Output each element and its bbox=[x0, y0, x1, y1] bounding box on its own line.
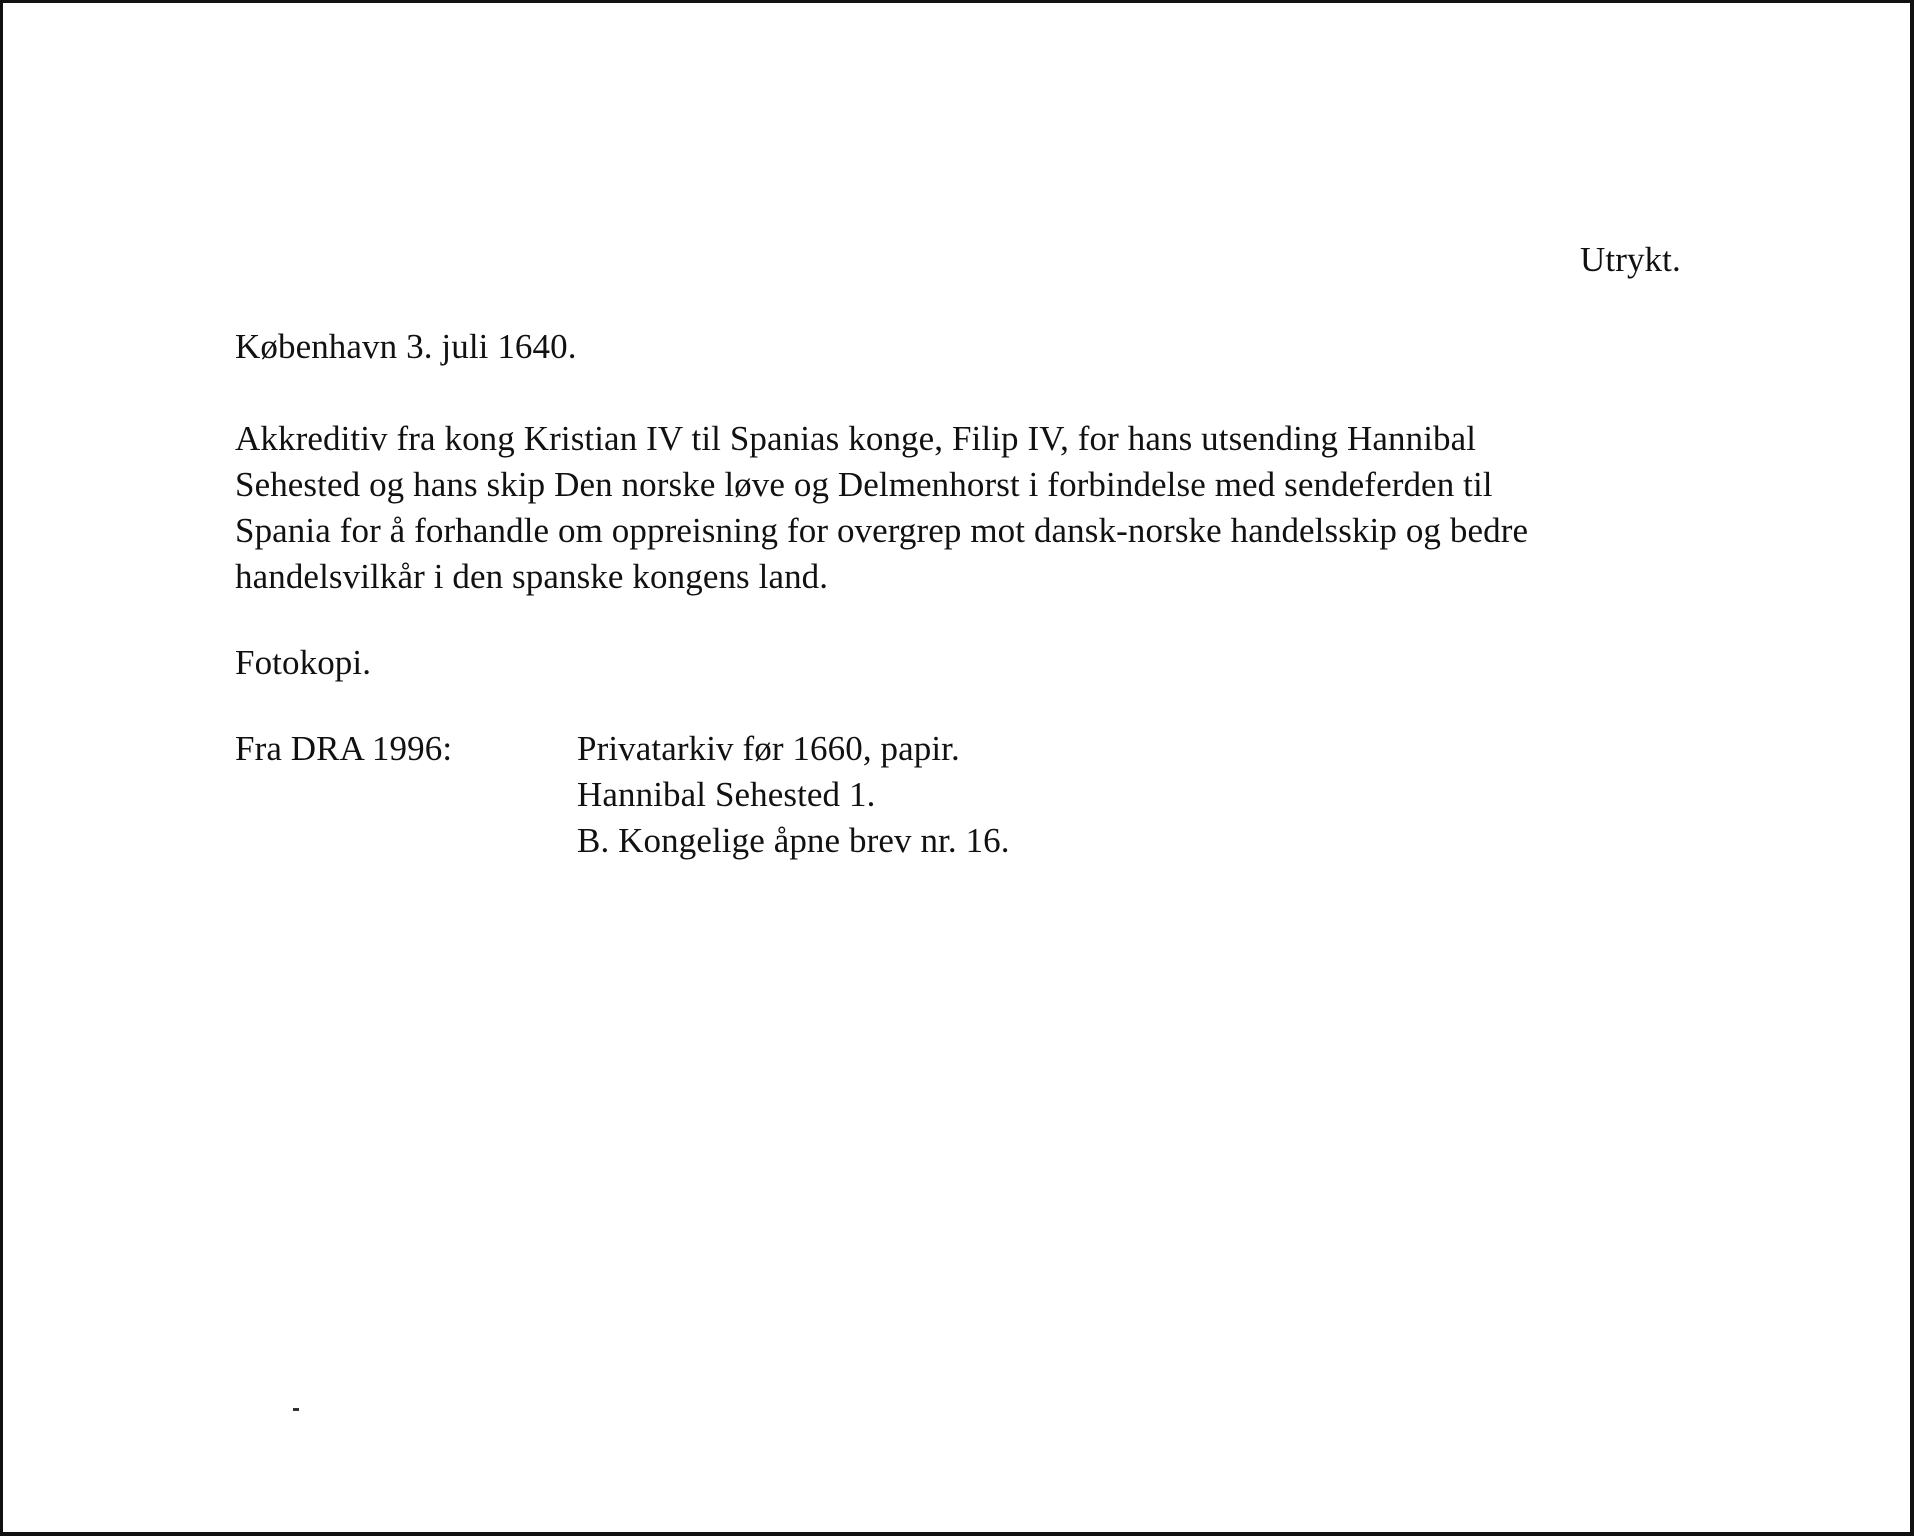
source-label: Fra DRA 1996: bbox=[235, 729, 453, 768]
scan-speck bbox=[293, 1408, 299, 1411]
summary-line: handelsvilkår i den spanske kongens land. bbox=[235, 557, 829, 596]
place-and-date: København 3. juli 1640. bbox=[235, 327, 577, 366]
summary-line: Sehested og hans skip Den norske løve og Delmenhorst i forbindelse med sendeferden til bbox=[235, 465, 1493, 504]
source-entry: Hannibal Sehested 1. bbox=[577, 775, 876, 814]
document-status: Utrykt. bbox=[1580, 240, 1681, 279]
summary-line: Akkreditiv fra kong Kristian IV til Spanias konge, Filip IV, for hans utsending Hannibal bbox=[235, 419, 1477, 458]
document-format: Fotokopi. bbox=[235, 643, 372, 682]
source-entry: Privatarkiv før 1660, papir. bbox=[577, 729, 960, 768]
source-entry: B. Kongelige åpne brev nr. 16. bbox=[577, 821, 1010, 860]
document-summary bbox=[235, 416, 1705, 600]
summary-line: Spania for å forhandle om oppreisning for overgrep mot dansk-norske handelsskip og bedre bbox=[235, 511, 1529, 550]
source-list bbox=[577, 726, 1010, 864]
